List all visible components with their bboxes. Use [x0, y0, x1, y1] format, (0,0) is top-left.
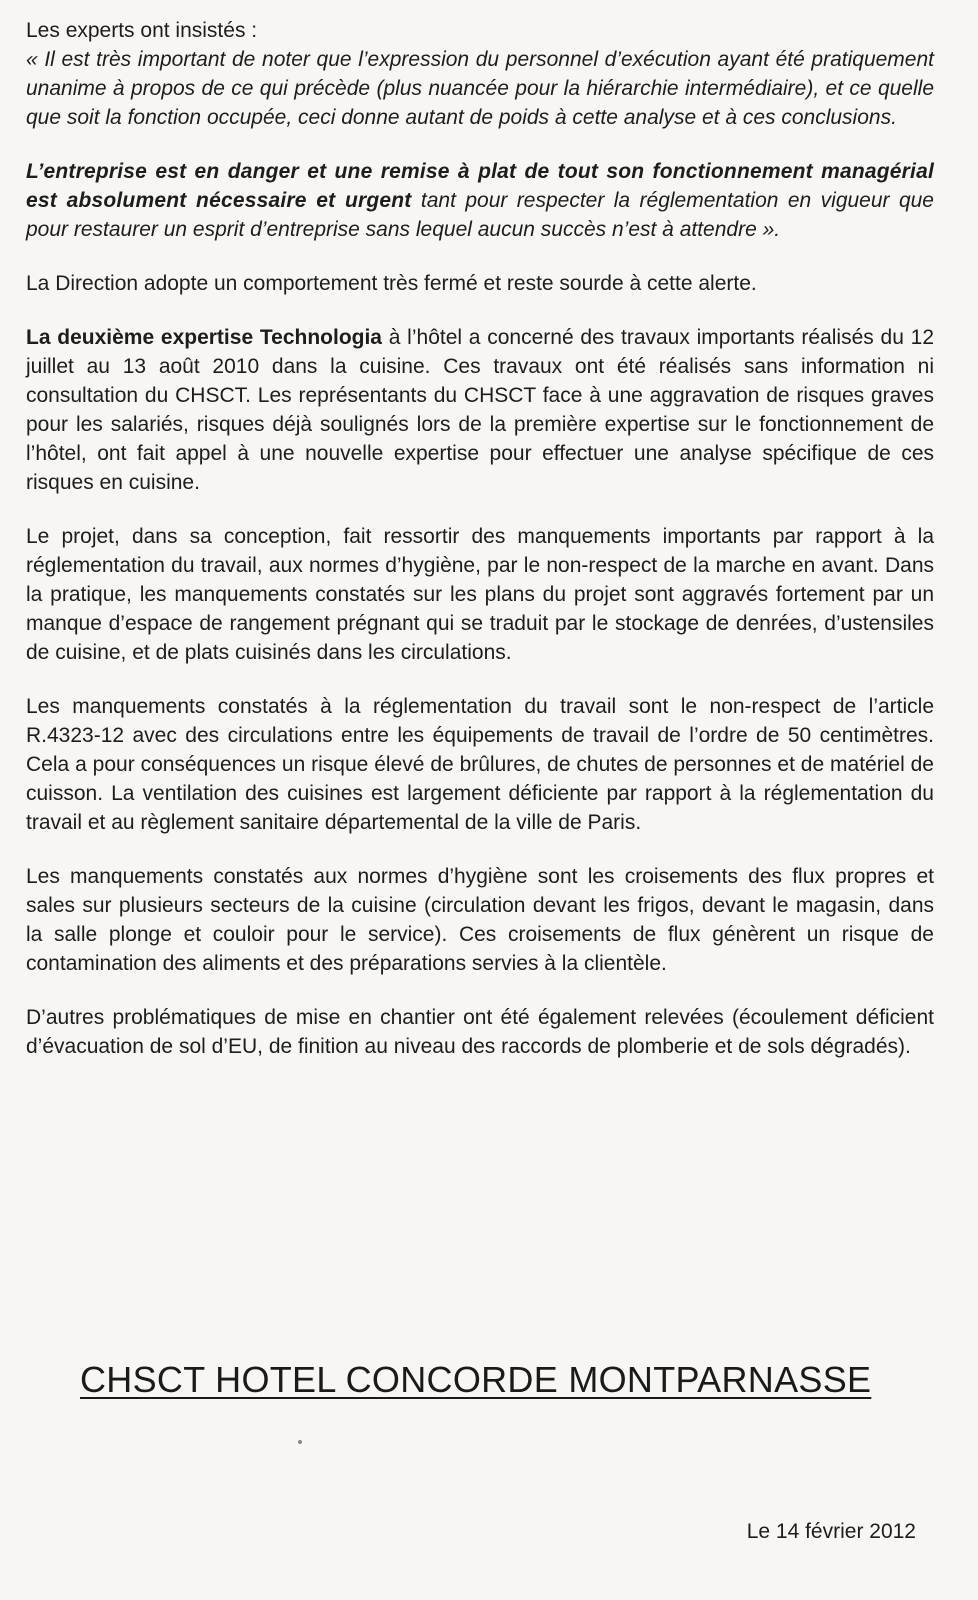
- scan-mark: [298, 1440, 302, 1444]
- intro-text: Les experts ont insistés :: [26, 19, 258, 42]
- other-issues-paragraph: D’autres problématiques de mise en chantier ont été également relevées (écoulement déficient d’évacuation de sol d’EU, de finition au niveau des raccords de plomberie et de sols dégradés).: [26, 1006, 934, 1058]
- project-paragraph: Le projet, dans sa conception, fait ressortir des manquements importants par rapport à la réglementation du travail, aux normes d’hygiène, par le non-respect de la marche en avant. Dans la pratique, les manquements constatés sur les plans du projet sont aggravés fortement par un manque d’espace de rangement prégnant qui se traduit par le stockage de denrées, d’ustensiles de cuisine, et de plats cuisinés dans les circulations.: [26, 525, 934, 664]
- second-expertise-heading: La deuxième expertise Technologia: [26, 326, 382, 349]
- work-regulation-paragraph: Les manquements constatés à la réglementation du travail sont le non-respect de l’article R.4323-12 avec des circulations entre les équipements de travail de l’ordre de 50 centimètres. Cela a pour conséquences un risque élevé de brûlures, de chutes de personnes et de matériel de cuisson. La ventilation des cuisines est largement déficiente par rapport à la réglementation du travail et au règlement sanitaire départemental de la ville de Paris.: [26, 695, 934, 834]
- document-date: Le 14 février 2012: [746, 1520, 916, 1543]
- danger-statement-continuation: tant pour respecter la réglementation en vigueur que pour restaurer un esprit d’entreprise sans lequel aucun succès n’est à attendre ».: [26, 189, 934, 241]
- hygiene-paragraph: Les manquements constatés aux normes d’hygiène sont les croisements des flux propres et sales sur plusieurs secteurs de la cuisine (circulation devant les frigos, devant le magasin, dans la salle plonge et couloir pour le service). Ces croisements de flux génèrent un risque de contamination des aliments et des préparations servies à la clientèle.: [26, 865, 934, 975]
- danger-statement: L’entreprise est en danger et une remise à plat de tout son fonctionnement managérial est absolument nécessaire et urgent: [26, 160, 934, 212]
- second-expertise-paragraph: [26, 323, 934, 497]
- signature-title: CHSCT HOTEL CONCORDE MONTPARNASSE: [80, 1359, 872, 1400]
- direction-paragraph: La Direction adopte un comportement très fermé et reste sourde à cette alerte.: [26, 272, 757, 295]
- expert-quote-paragraph: « Il est très important de noter que l’expression du personnel d’exécution ayant été pratiquement unanime à propos de ce qui précède (plus nuancée pour la hiérarchie intermédiaire), et ce quelle que soit la fonction occupée, ceci donne autant de poids à cette analyse et à ces conclusions.: [26, 48, 934, 129]
- expert-conclusion-paragraph: [26, 157, 934, 244]
- second-expertise-text: à l’hôtel a concerné des travaux importants réalisés du 12 juillet au 13 août 2010 dans la cuisine. Ces travaux ont été réalisés sans information ni consultation du CHSCT. Les représentants du CHSCT face à une aggravation de risques graves pour les salariés, risques déjà soulignés lors de la première expertise sur le fonctionnement de l’hôtel, ont fait appel à une nouvelle expertise pour effectuer une analyse spécifique de ces risques en cuisine.: [26, 326, 934, 494]
- document-body: [26, 16, 934, 1061]
